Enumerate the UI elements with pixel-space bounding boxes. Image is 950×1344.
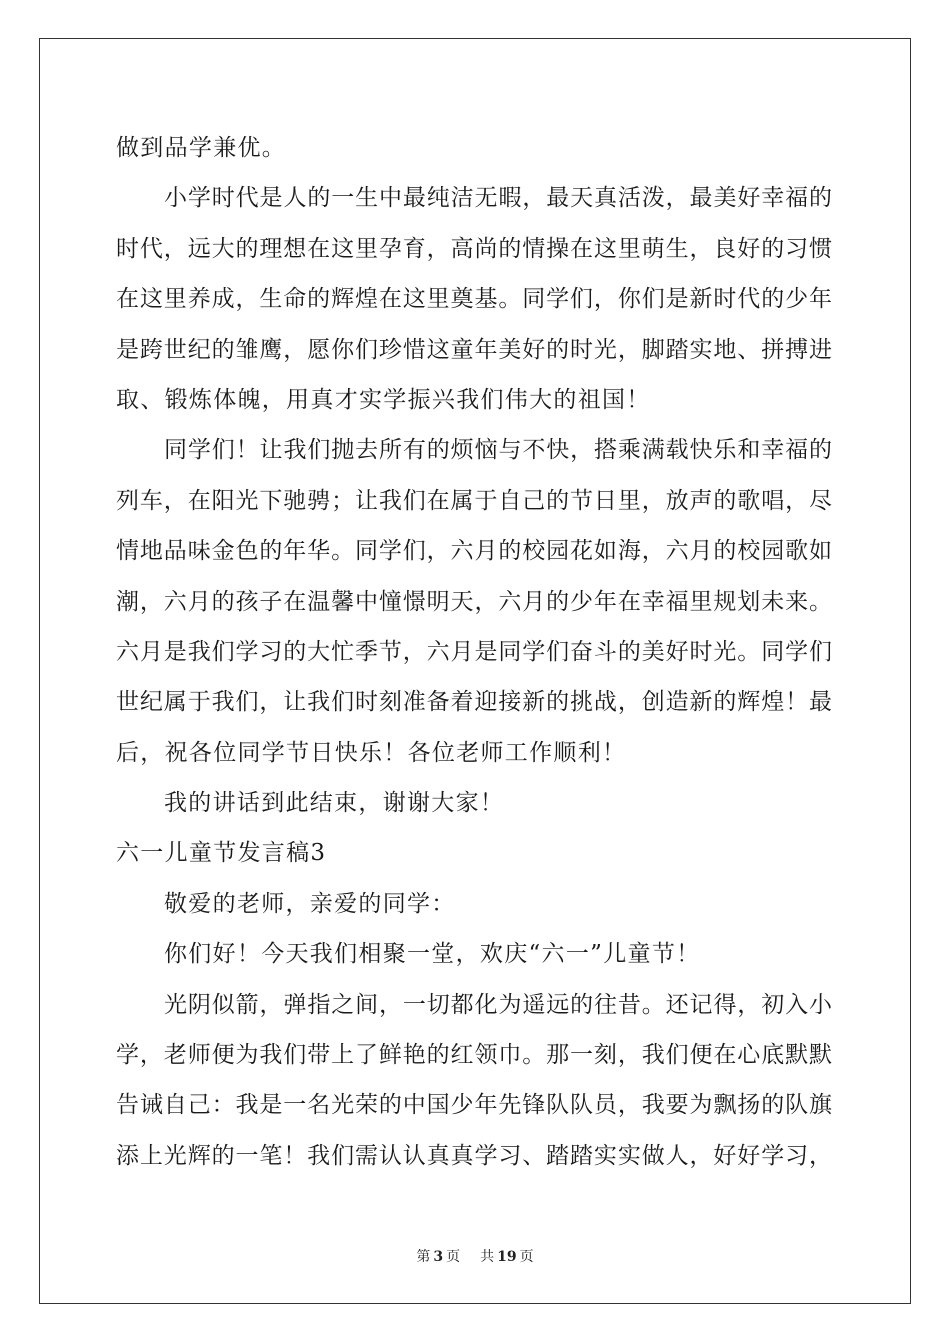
- text-line: 光阴似箭，弹指之间，一切都化为遥远的往昔。还记得，初入小: [164, 991, 832, 1018]
- text-line: 六月是我们学习的大忙季节，六月是同学们奋斗的美好时光。同学们: [116, 638, 832, 665]
- text-line: 学，老师便为我们带上了鲜艳的红领巾。那一刻，我们便在心底默默: [116, 1042, 832, 1069]
- text-line: 时代，远大的理想在这里孕育，高尚的情操在这里萌生，良好的习惯: [116, 235, 832, 262]
- page-footer: [0, 1246, 950, 1266]
- document-body: [116, 123, 832, 1181]
- text-line: 情地品味金色的年华。同学们，六月的校园花如海，六月的校园歌如: [116, 538, 832, 565]
- text-line: 列车，在阳光下驰骋；让我们在属于自己的节日里，放声的歌唱，尽: [116, 487, 832, 514]
- text-line: 我的讲话到此结束，谢谢大家！: [164, 790, 505, 817]
- total-prefix: 共: [480, 1249, 495, 1265]
- text-line: 告诫自己：我是一名光荣的中国少年先锋队队员，我要为飘扬的队旗: [116, 1092, 832, 1119]
- text-line: 同学们！让我们抛去所有的烦恼与不快，搭乘满载快乐和幸福的: [164, 437, 832, 464]
- section-heading: 六一儿童节发言稿3: [116, 840, 327, 867]
- text-line: 做到品学兼优。: [116, 135, 287, 161]
- page-suffix: 页: [446, 1249, 461, 1265]
- page-number: 3: [433, 1249, 444, 1265]
- text-line: 是跨世纪的雏鹰，愿你们珍惜这童年美好的时光，脚踏实地、拼搏进: [116, 336, 832, 363]
- total-pages: 19: [497, 1249, 517, 1265]
- total-suffix: 页: [519, 1249, 534, 1265]
- text-line: 你们好！今天我们相聚一堂，欢庆“六一”儿童节！: [164, 941, 701, 968]
- text-line: 潮，六月的孩子在温馨中憧憬明天，六月的少年在幸福里规划未来。: [116, 588, 832, 615]
- text-line: 添上光辉的一笔！我们需认认真真学习、踏踏实实做人，好好学习，: [116, 1142, 832, 1169]
- text-line: 取、锻炼体魄，用真才实学振兴我们伟大的祖国！: [116, 386, 651, 413]
- text-line: 后，祝各位同学节日快乐！各位老师工作顺利！: [116, 739, 627, 766]
- text-line: 小学时代是人的一生中最纯洁无暇，最天真活泼，最美好幸福的: [164, 185, 832, 212]
- page-prefix: 第: [416, 1249, 431, 1265]
- text-line: 世纪属于我们，让我们时刻准备着迎接新的挑战，创造新的辉煌！最: [116, 689, 832, 716]
- salutation: 敬爱的老师，亲爱的同学：: [164, 890, 456, 917]
- text-line: 在这里养成，生命的辉煌在这里奠基。同学们，你们是新时代的少年: [116, 286, 832, 313]
